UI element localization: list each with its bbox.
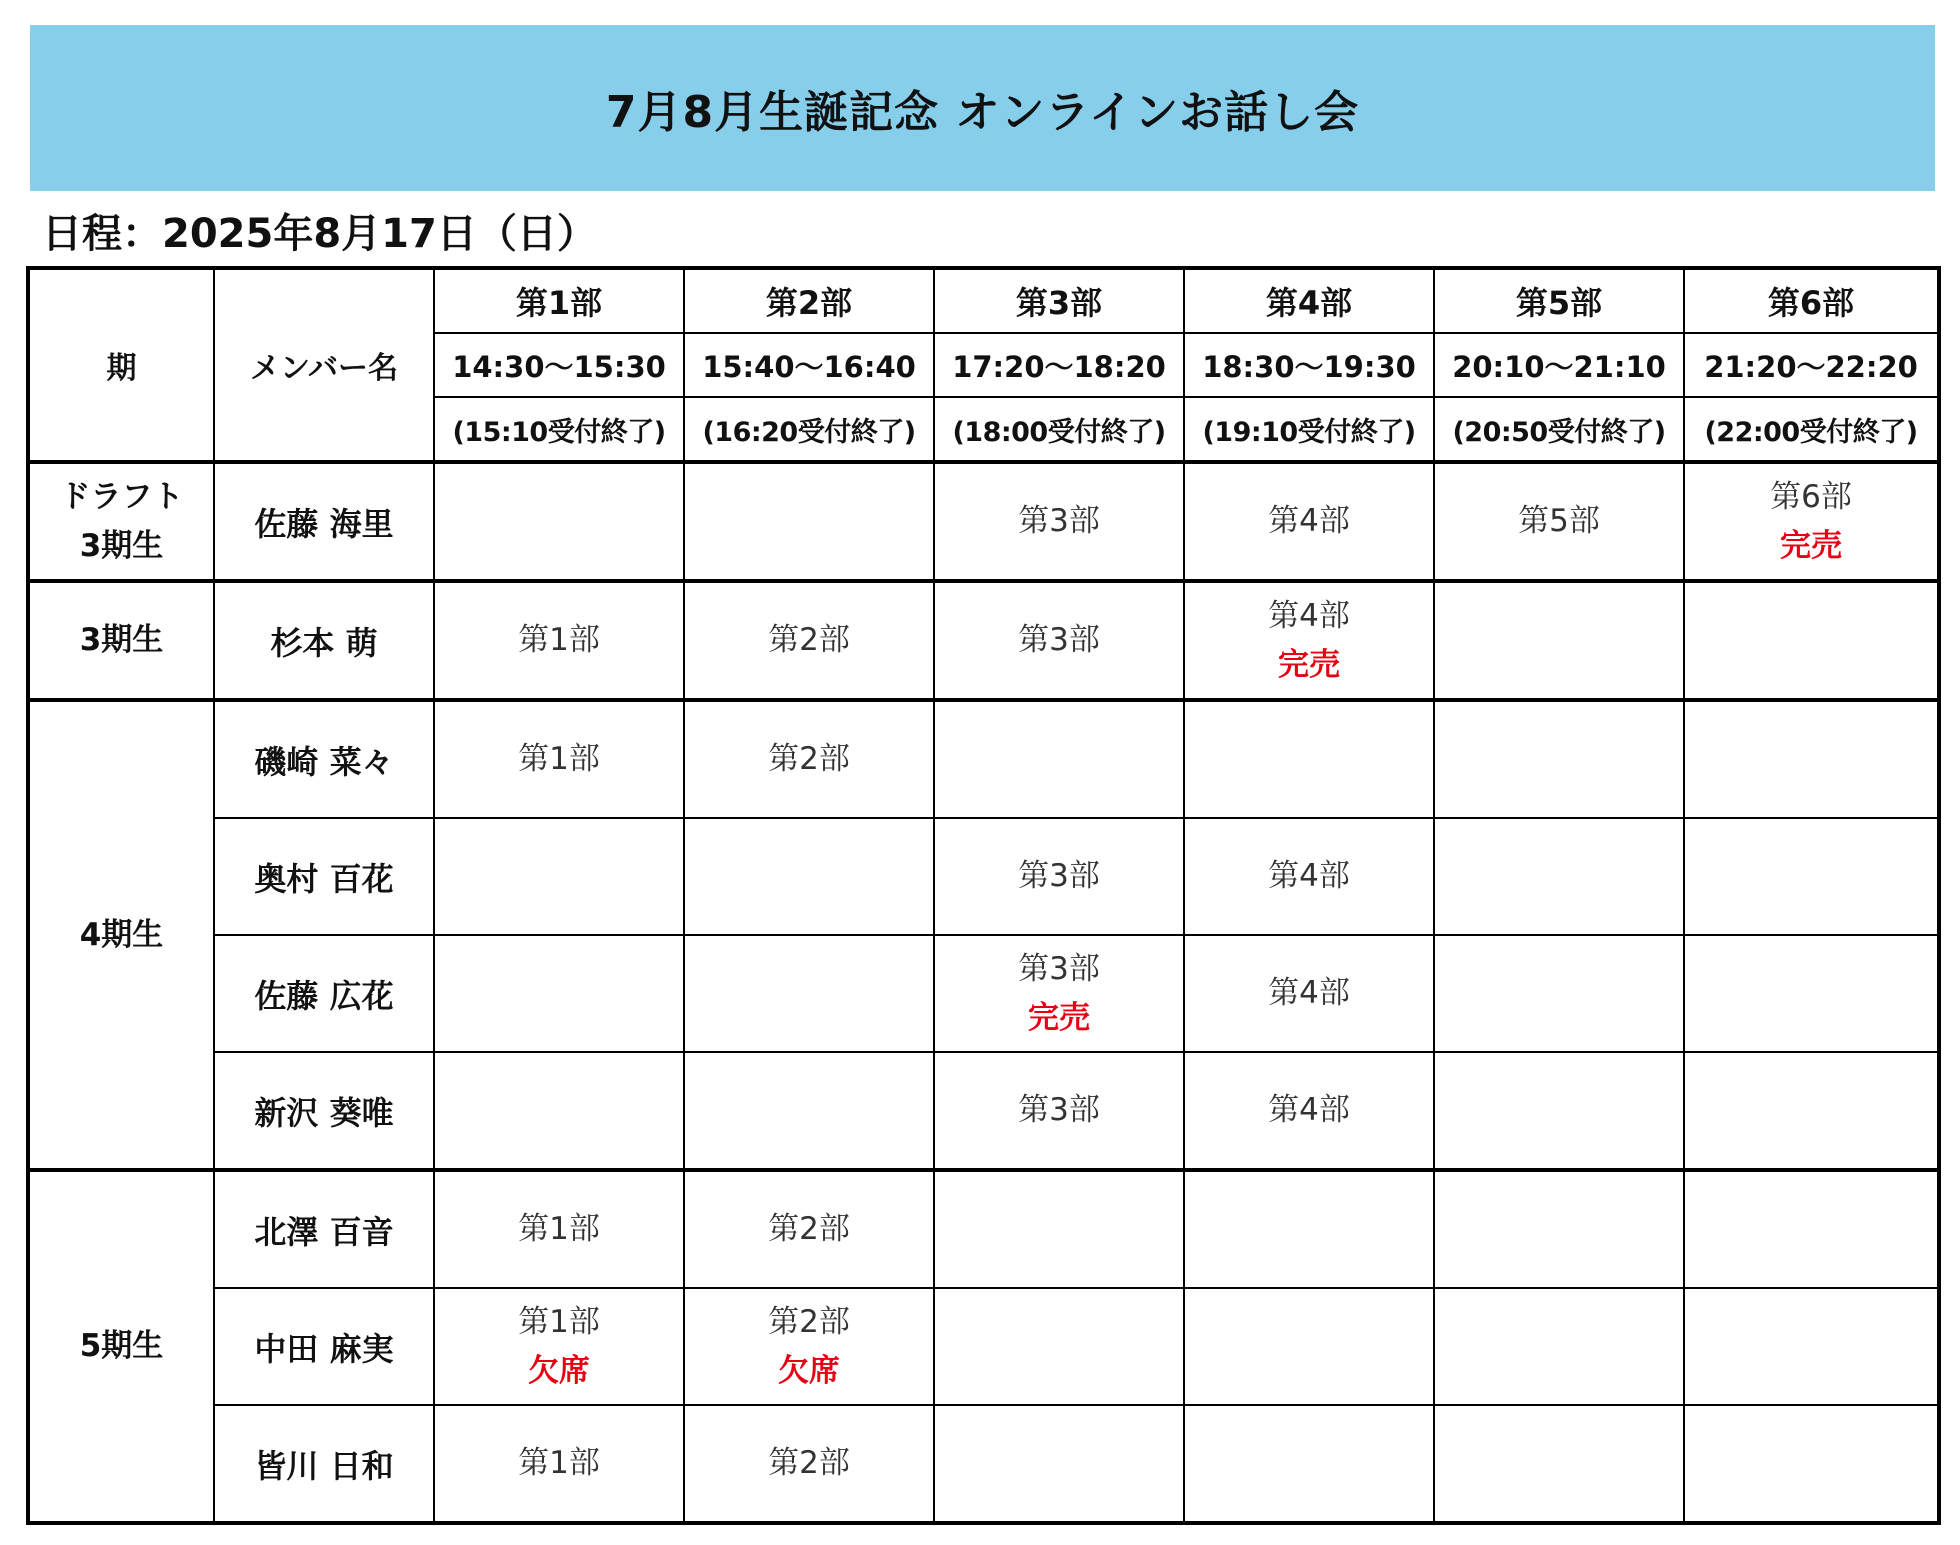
slot-cell — [434, 462, 684, 581]
member-name: 新沢 葵唯 — [214, 1052, 434, 1170]
schedule-table — [26, 266, 1941, 1525]
slot-cell — [1184, 700, 1434, 818]
header-block-time: 18:30〜19:30 — [1184, 333, 1434, 397]
slot-cell — [684, 700, 934, 818]
slot-label: 第3部 — [1018, 858, 1100, 895]
slot-cell — [1184, 935, 1434, 1052]
slot-label: 第1部 — [518, 1211, 600, 1248]
title-banner — [30, 25, 1935, 191]
slot-cell — [934, 1052, 1184, 1170]
slot-status-badge: 欠席 — [528, 1352, 590, 1389]
header-block-label: 第2部 — [684, 268, 934, 333]
slot-label: 第2部 — [768, 1304, 850, 1341]
slot-label: 第4部 — [1268, 975, 1350, 1012]
member-name: 佐藤 広花 — [214, 935, 434, 1052]
slot-cell — [434, 700, 684, 818]
table-row — [28, 1405, 1939, 1523]
slot-cell — [1184, 818, 1434, 935]
header-block-label: 第3部 — [934, 268, 1184, 333]
header-block-deadline: (22:00受付終了) — [1684, 397, 1939, 462]
slot-cell — [1684, 1170, 1939, 1288]
slot-cell — [934, 935, 1184, 1052]
slot-cell — [434, 935, 684, 1052]
header-block-time: 17:20〜18:20 — [934, 333, 1184, 397]
slot-cell — [1184, 462, 1434, 581]
slot-cell — [1434, 935, 1684, 1052]
slot-cell — [1434, 462, 1684, 581]
slot-cell — [1434, 1405, 1684, 1523]
table-row — [28, 1052, 1939, 1170]
slot-cell — [434, 581, 684, 700]
slot-cell — [1684, 700, 1939, 818]
header-block-time: 15:40〜16:40 — [684, 333, 934, 397]
slot-cell — [434, 1052, 684, 1170]
slot-cell — [934, 581, 1184, 700]
table-row — [28, 581, 1939, 700]
header-block-time: 20:10〜21:10 — [1434, 333, 1684, 397]
header-member-name: メンバー名 — [214, 268, 434, 462]
slot-cell — [1434, 700, 1684, 818]
member-name: 磯崎 菜々 — [214, 700, 434, 818]
generation-cell — [28, 581, 214, 700]
slot-cell — [1684, 1405, 1939, 1523]
slot-cell — [684, 1405, 934, 1523]
slot-cell — [434, 1405, 684, 1523]
slot-cell — [934, 818, 1184, 935]
slot-cell — [1184, 1288, 1434, 1405]
header-block-label: 第5部 — [1434, 268, 1684, 333]
slot-cell — [1684, 1288, 1939, 1405]
slot-status-badge: 完売 — [1278, 646, 1340, 683]
table-row — [28, 462, 1939, 581]
slot-cell — [934, 462, 1184, 581]
slot-cell — [934, 1170, 1184, 1288]
slot-cell — [1434, 1288, 1684, 1405]
slot-status-badge: 完売 — [1028, 999, 1090, 1036]
header-block-deadline: (20:50受付終了) — [1434, 397, 1684, 462]
member-name: 杉本 萌 — [214, 581, 434, 700]
slot-cell — [684, 935, 934, 1052]
page-title: 7月8月生誕記念 オンラインお話し会 — [605, 87, 1360, 138]
slot-label: 第1部 — [518, 741, 600, 778]
header-block-label: 第1部 — [434, 268, 684, 333]
slot-cell — [1434, 1170, 1684, 1288]
member-name: 北澤 百音 — [214, 1170, 434, 1288]
slot-cell — [934, 1405, 1184, 1523]
slot-label: 第1部 — [518, 622, 600, 659]
slot-cell — [1684, 818, 1939, 935]
slot-label: 第3部 — [1018, 951, 1100, 988]
slot-cell — [1434, 1052, 1684, 1170]
header-block-label: 第4部 — [1184, 268, 1434, 333]
slot-cell — [684, 1170, 934, 1288]
schedule-date: 日程：2025年8月17日（日） — [42, 211, 597, 257]
slot-status-badge: 欠席 — [778, 1352, 840, 1389]
slot-cell — [434, 1170, 684, 1288]
generation-cell — [28, 462, 214, 581]
slot-cell — [434, 818, 684, 935]
header-block-time: 21:20〜22:20 — [1684, 333, 1939, 397]
slot-label: 第4部 — [1268, 858, 1350, 895]
slot-cell — [1684, 935, 1939, 1052]
slot-cell — [1184, 1052, 1434, 1170]
header-block-time: 14:30〜15:30 — [434, 333, 684, 397]
slot-cell — [1434, 818, 1684, 935]
slot-label: 第4部 — [1268, 503, 1350, 540]
generation-label-line: ドラフト — [59, 479, 184, 516]
slot-cell — [1684, 1052, 1939, 1170]
slot-label: 第2部 — [768, 1445, 850, 1482]
slot-cell — [934, 700, 1184, 818]
slot-cell — [1184, 1170, 1434, 1288]
header-block-label: 第6部 — [1684, 268, 1939, 333]
generation-label-line: 3期生 — [79, 527, 164, 564]
slot-label: 第2部 — [768, 741, 850, 778]
generation-label-line: 3期生 — [79, 622, 164, 659]
generation-label-line: 4期生 — [79, 916, 164, 953]
table-row — [28, 1170, 1939, 1288]
slot-cell — [1184, 581, 1434, 700]
slot-label: 第3部 — [1018, 622, 1100, 659]
generation-cell — [28, 1170, 214, 1523]
table-row — [28, 935, 1939, 1052]
table-row — [28, 818, 1939, 935]
member-name: 奥村 百花 — [214, 818, 434, 935]
slot-label: 第6部 — [1770, 479, 1852, 516]
table-row — [28, 700, 1939, 818]
generation-cell — [28, 700, 214, 1170]
slot-cell — [434, 1288, 684, 1405]
header-block-deadline: (15:10受付終了) — [434, 397, 684, 462]
slot-cell — [1184, 1405, 1434, 1523]
member-name: 佐藤 海里 — [214, 462, 434, 581]
header-row-block — [28, 268, 1939, 333]
slot-cell — [684, 462, 934, 581]
slot-cell — [934, 1288, 1184, 1405]
slot-label: 第2部 — [768, 622, 850, 659]
header-block-deadline: (19:10受付終了) — [1184, 397, 1434, 462]
slot-cell — [684, 1052, 934, 1170]
header-generation: 期 — [28, 268, 214, 462]
slot-cell — [1434, 581, 1684, 700]
slot-cell — [1684, 581, 1939, 700]
slot-cell — [684, 1288, 934, 1405]
slot-label: 第3部 — [1018, 1092, 1100, 1129]
slot-label: 第4部 — [1268, 1092, 1350, 1129]
slot-cell — [684, 581, 934, 700]
slot-label: 第2部 — [768, 1211, 850, 1248]
table-row — [28, 1288, 1939, 1405]
slot-cell — [1684, 462, 1939, 581]
generation-label-line: 5期生 — [79, 1328, 164, 1365]
slot-status-badge: 完売 — [1780, 527, 1842, 564]
member-name: 皆川 日和 — [214, 1405, 434, 1523]
slot-label: 第3部 — [1018, 503, 1100, 540]
slot-cell — [684, 818, 934, 935]
slot-label: 第5部 — [1518, 503, 1600, 540]
slot-label: 第4部 — [1268, 598, 1350, 635]
slot-label: 第1部 — [518, 1445, 600, 1482]
header-block-deadline: (18:00受付終了) — [934, 397, 1184, 462]
slot-label: 第1部 — [518, 1304, 600, 1341]
header-block-deadline: (16:20受付終了) — [684, 397, 934, 462]
member-name: 中田 麻実 — [214, 1288, 434, 1405]
